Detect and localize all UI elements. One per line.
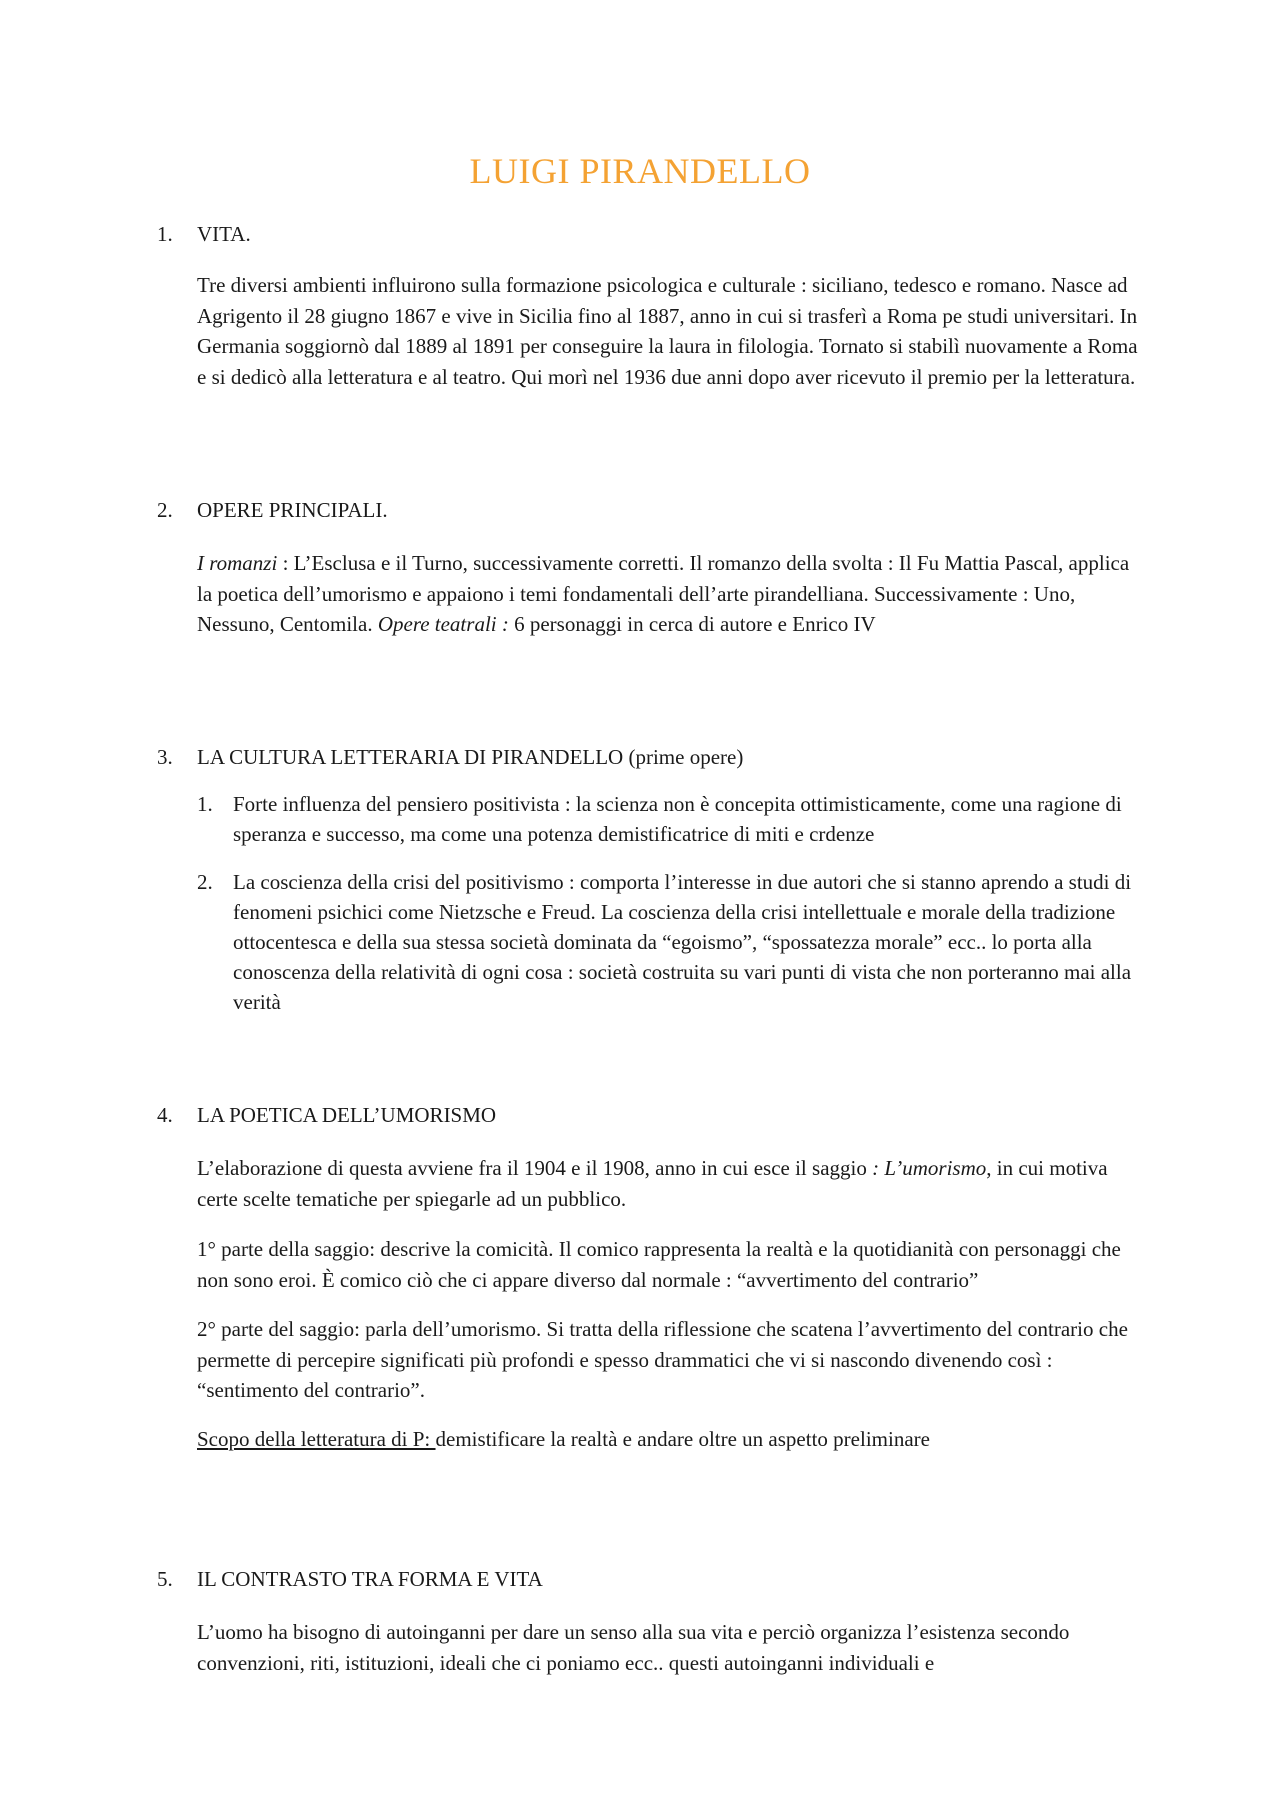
section-paragraph	[0, 1153, 1147, 1214]
paragraph-text: L’elaborazione di questa avviene fra il 1904 e il 1908, anno in cui esce il saggio	[197, 1156, 873, 1180]
romanzi-label: I romanzi	[197, 551, 278, 575]
teatro-label: Opere teatrali :	[377, 612, 509, 636]
list-item-text: La coscienza della crisi del positivismo : comporta l’interesse in due autori che si stanno aprendo a studi di fenomeni psichici come Nietzsche e Freud. La coscienza della crisi intellettuale e morale della tradizione ottocentesca e della sua stessa società dominata da “egoismo”, “spossatezza morale” ecc.. lo porta alla conoscenza della relatività di ogni cosa : società costruita su vari punti di vista che non porteranno mai alla verità	[233, 870, 1132, 1014]
list-item-text: Forte influenza del pensiero positivista : la scienza non è concepita ottimisticamente, come una ragione di speranza e successo, ma come una potenza demistificatrice di miti e crdenze	[233, 792, 1122, 846]
romanzi-text: : L’Esclusa e il Turno, successivamente corretti. Il romanzo della svolta : Il Fu Mattia Pascal, applica la poetica dell’umorismo e appaiono i temi fondamentali dell’arte pirandelliana. Successivamente : Uno, Nessuno, Centomila.	[197, 551, 1130, 636]
section-cultura	[0, 745, 1280, 1017]
section-number: 5.	[157, 1567, 173, 1591]
list-item-number: 2.	[197, 870, 213, 894]
section-paragraph: 2° parte del saggio: parla dell’umorismo. Si tratta della riflessione che scatena l’avvertimento del contrario che permette di percepire significati più profondi e spesso drammatici che vi si nascondo divenendo così : “sentimento del contrario”.	[197, 1317, 1128, 1402]
section-paragraph: L’uomo ha bisogno di autoinganni per dare un senso alla sua vita e perciò organizza l’esistenza secondo convenzioni, riti, istituzioni, ideali che ci poniamo ecc.. questi autoinganni individuali e	[197, 1620, 1070, 1675]
scopo-label: Scopo della letteratura di P:	[197, 1426, 436, 1451]
section-contrasto	[0, 1567, 1280, 1678]
section-number: 3.	[157, 745, 173, 769]
section-title: LA POETICA DELL’UMORISMO	[197, 1103, 497, 1127]
paragraph-text: , in cui motiva certe scelte tematiche per spiegarle ad un pubblico.	[197, 1156, 1108, 1211]
section-umorismo	[0, 1103, 1280, 1454]
section-heading	[0, 222, 1280, 252]
section-paragraph	[0, 1424, 1147, 1455]
section-paragraph: 1° parte della saggio: descrive la comicità. Il comico rappresenta la realtà e la quotidianità con personaggi che non sono eroi. È comico ciò che ci appare diverso dal normale : “avvertimento del contrario”	[197, 1237, 1121, 1292]
section-title: IL CONTRASTO TRA FORMA E VITA	[197, 1567, 543, 1591]
section-paragraph	[0, 548, 1147, 640]
section-heading	[0, 1567, 1280, 1597]
section-number: 1.	[157, 222, 173, 246]
list-item-number: 1.	[197, 792, 213, 816]
section-title: OPERE PRINCIPALI.	[197, 498, 388, 522]
section-paragraph: Tre diversi ambienti influirono sulla formazione psicologica e culturale : siciliano, tedesco e romano. Nasce ad Agrigento il 28 giugno 1867 e vive in Sicilia fino al 1887, anno in cui si trasferì a Roma pe studi universitari. In Germania soggiornò dal 1889 al 1891 per conseguire la laura in filologia. Tornato si stabilì nuovamente a Roma e si dedicò alla letteratura e al teatro. Qui morì nel 1936 due anni dopo aver ricevuto il premio per la letteratura.	[197, 273, 1138, 389]
section-vita	[0, 222, 1280, 392]
list-item	[0, 789, 1280, 849]
document-title: LUIGI PIRANDELLO	[469, 151, 811, 191]
section-title: LA CULTURA LETTERARIA DI PIRANDELLO (prime opere)	[197, 745, 744, 769]
section-heading	[0, 1103, 1280, 1133]
teatro-text: 6 personaggi in cerca di autore e Enrico IV	[508, 612, 876, 636]
section-title: VITA.	[197, 222, 251, 246]
section-heading	[0, 498, 1280, 528]
saggio-title: : L’umorismo	[872, 1156, 987, 1180]
section-number: 4.	[157, 1103, 173, 1127]
section-opere	[0, 498, 1280, 640]
section-number: 2.	[157, 498, 173, 522]
list-item	[0, 867, 1280, 1017]
section-heading	[0, 745, 1280, 775]
scopo-text: demistificare la realtà e andare oltre un aspetto preliminare	[435, 1426, 930, 1451]
